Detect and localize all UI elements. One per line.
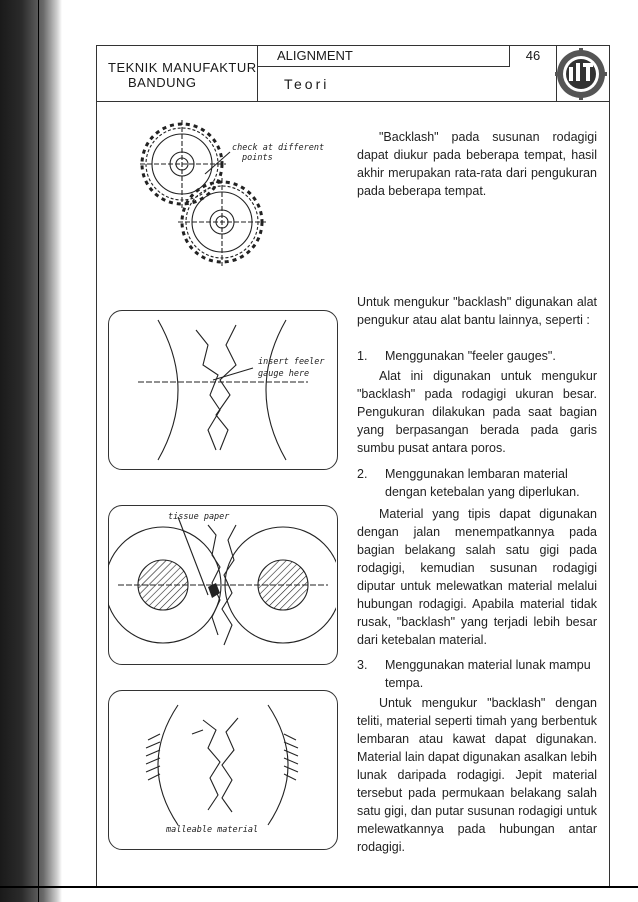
school-name-line1: TEKNIK MANUFAKTUR [108, 60, 257, 75]
chapter-title: ALIGNMENT [257, 45, 509, 67]
figure-note-insert-line2: gauge here [258, 369, 310, 379]
list-number: 3. [357, 658, 368, 672]
tissue-paper-figure [108, 505, 336, 663]
list-item-title: Menggunakan "feeler gauges". [385, 349, 556, 363]
figure-note-insert-line1: insert feeler [258, 357, 325, 367]
list-item-title: Menggunakan material lunak mampu tempa. [385, 658, 591, 690]
list-number: 2. [357, 467, 368, 481]
scanned-book-spine [0, 0, 62, 902]
list-item-title: Menggunakan lembaran material dengan ketebalan yang diperlukan. [385, 467, 580, 499]
section-subtitle: Teori [257, 67, 557, 102]
list-item-sheet-material [357, 465, 597, 501]
malleable-material-figure [108, 690, 336, 848]
feeler-gauge-figure [108, 310, 336, 468]
paragraph-feeler-gauges: Alat ini digunakan untuk mengukur "backlash" pada rodagigi ukuran besar. Pengukuran dilakukan pada saat bagian yang berpasangan berada pada garis sumbu pusat antara poros. [357, 369, 597, 455]
figure-note-tissue-paper: tissue paper [168, 512, 230, 522]
figure-note-check-points-line2: points [242, 153, 273, 163]
spine-edge-line [38, 0, 39, 902]
list-item-feeler-gauges [357, 347, 597, 365]
paragraph-measuring-tools: Untuk mengukur "backlash" digunakan alat pengukur atau alat bantu lainnya, seperti : [357, 295, 597, 327]
figure-note-malleable: malleable material [166, 825, 259, 835]
school-name-line2: BANDUNG [128, 75, 197, 90]
list-number: 1. [357, 349, 368, 363]
school-name-cell [96, 45, 258, 102]
paragraph-sheet-material: Material yang tipis dapat digunakan dengan jalan menempatkannya pada bagian belakang salah satu gigi pada rodagigi, kemudian susunan rodagigi diputar untuk melewatkan material melalui hubungan rodagigi. Apabila material tidak rusak, "backlash" yang terjadi lebih besar dari ketebalan material. [357, 507, 597, 647]
scan-bottom-edge [0, 886, 638, 888]
gear-logo-icon [555, 48, 607, 100]
paragraph-malleable-material: Untuk mengukur "backlash" dengan teliti, material seperti timah yang berbentuk lembaran atau kawat dapat digunakan. Material lain dapat digunakan asalkan lebih lunak daripada rodagigi. Jepit material tersebut pada permukaan belakang salah satu gigi, dan putar susunan rodagigi untuk melewatkannya pada hubungan antar rodagigi. [357, 696, 597, 854]
page-number: 46 [509, 45, 557, 67]
page-header [96, 45, 610, 102]
gear-pair-figure [130, 112, 330, 272]
figure-note-check-points-line1: check at different [232, 143, 325, 153]
paragraph-backlash-measurement: "Backlash" pada susunan rodagigi dapat diukur pada beberapa tempat, hasil akhir merupakan rata-rata dari pengukuran pada beberapa tempat. [357, 130, 597, 198]
list-item-malleable-material [357, 656, 597, 692]
